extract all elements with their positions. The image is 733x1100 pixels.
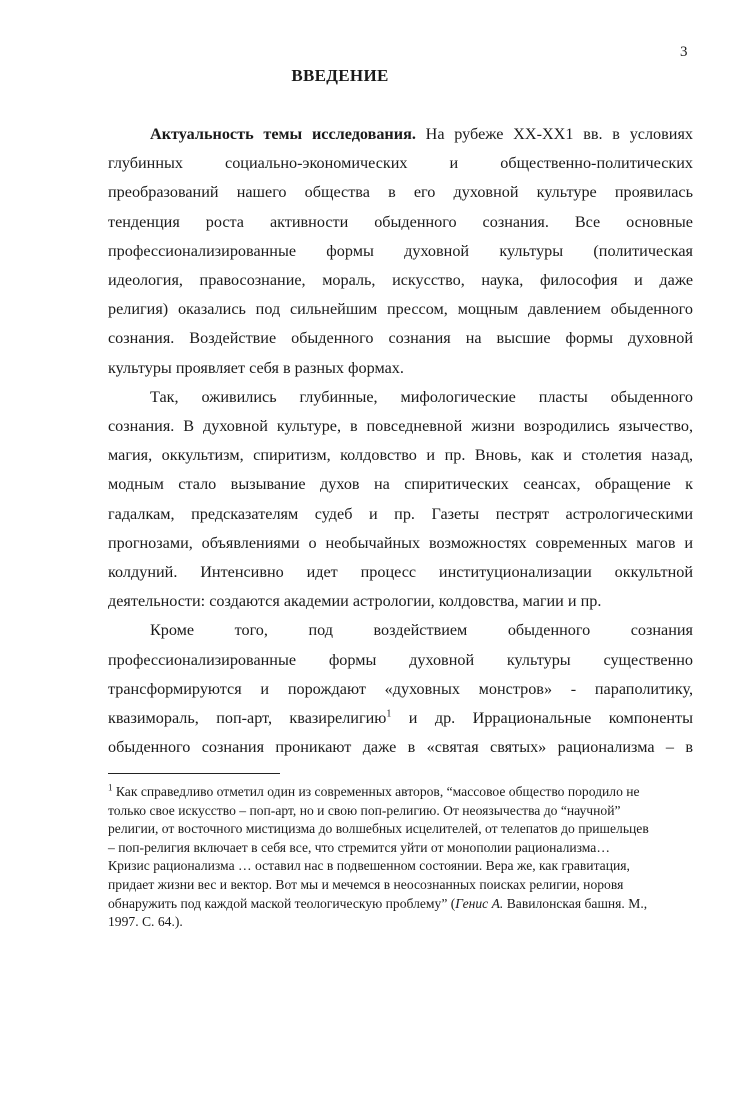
paragraph-line: магия, оккультизм, спиритизм, колдовство и пр. Вновь, как и столетия назад, [108,446,693,465]
paragraph-line: деятельности: создаются академии астрологии, колдовства, магии и пр. [108,592,602,611]
paragraph-line: преобразований нашего общества в его духовной культуре проявилась [108,183,693,202]
footnote-mark: 1 [108,782,113,793]
paragraph-line: обыденного сознания проникают даже в «святая святых» рационализма – в [108,738,693,757]
footnote-line: придает жизни вес и вектор. Вот мы и мечемся в неосознанных поисках религии, норовя [108,876,624,892]
footnote-reference[interactable]: 1 [386,708,392,720]
section-heading: Актуальность темы исследования. [150,125,416,143]
paragraph-line: сознания. В духовной культуре, в повседневной жизни возродились язычество, [108,417,693,436]
footnote-line: религии, от восточного мистицизма до волшебных исцелителей, от телепатов до пришельцев [108,821,649,837]
footnote-divider [108,773,280,774]
footnote-line: $^1$ Как справедливо отметил один из современных авторов, “массовое общество породило не [108,782,640,799]
paragraph-line: профессионализированные формы духовной культуры (политическая [108,241,693,260]
footnote-line: – поп-религия включает в себя все, что стремится уйти от монополии рационализма… [108,839,610,855]
footnote-line: 1997. С. 64.). [108,914,183,930]
footnote-line: только свое искусство – поп-арт, но и свою поп-религию. От неоязычества до “научной” [108,802,621,818]
paragraph-line: идеология, правосознание, мораль, искусство, наука, философия и даже [108,271,693,290]
paragraph-line: Так, оживились глубинные, мифологические пласты обыденного [150,387,693,406]
footnote-author: Генис А. [455,895,504,911]
paragraph-line: гадалкам, предсказателям судеб и пр. Газеты пестрят астрологическими [108,504,693,523]
paragraph-line: глубинных социально-экономических и общественно-политических [108,154,693,173]
paragraph-line: Кроме того, под воздействием обыденного сознания [150,621,693,640]
paragraph-line: квазимораль, поп-арт, квазирелигию$^1$ и др. Иррациональные компоненты [108,708,693,728]
paragraph-line: религия) оказались под сильнейшим прессом, мощным давлением обыденного [108,300,693,319]
paragraph-line: профессионализированные формы духовной культуры существенно [108,650,693,669]
footnote-line: обнаружить под каждой маской теологическую проблему” (Генис А. Вавилонская башня. М., [108,895,648,911]
paragraph-line: тенденция роста активности обыденного сознания. Все основные [108,212,693,231]
main-text [108,120,693,762]
paragraph-line: модным стало вызывание духов на спиритических сеансах, обращение к [108,475,693,494]
paragraph-line: Актуальность темы исследования. На рубеже ХХ-ХХ1 вв. в условиях [150,125,693,143]
paragraph-line: прогнозами, объявлениями о необычайных возможностях современных магов и [108,533,693,552]
paragraph-line: колдуний. Интенсивно идет процесс институционализации оккультной [108,563,693,582]
footnote-line: Кризис рационализма … оставил нас в подвешенном состоянии. Вера же, как гравитация, [108,858,630,874]
page-number: 3 [680,44,688,60]
paragraph-line: культуры проявляет себя в разных формах. [108,358,404,377]
page-title: ВВЕДЕНИЕ [291,66,389,85]
footnote [108,783,693,932]
paragraph-line: трансформируются и порождают «духовных монстров» - параполитику, [108,679,693,698]
paragraph-line: сознания. Воздействие обыденного сознания на высшие формы духовной [108,329,693,348]
